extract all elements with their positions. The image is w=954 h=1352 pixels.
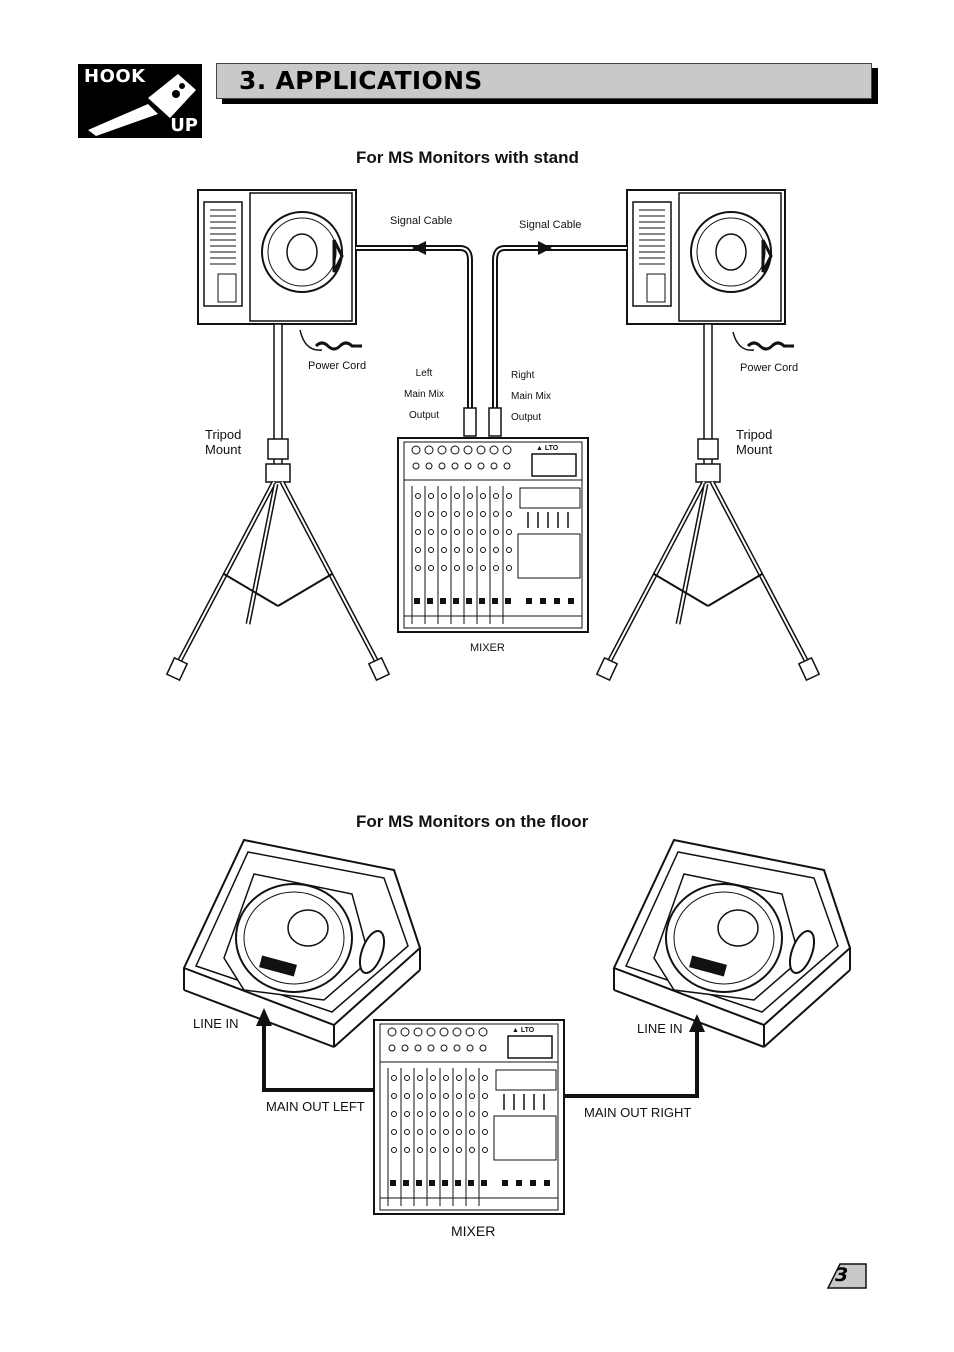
page-title: 3. APPLICATIONS — [239, 66, 483, 95]
speaker-right-floor — [614, 840, 850, 1047]
label-power-cord-right: Power Cord — [740, 362, 799, 374]
page-number: 3 — [835, 1264, 849, 1286]
section-title-stand: For MS Monitors with stand — [356, 148, 579, 167]
label-mixer-floor: MIXER — [451, 1223, 496, 1239]
speaker-left-stand — [198, 190, 356, 324]
mixer-floor-section — [374, 1020, 564, 1214]
label-left-main-mix-output: Left Main Mix Output — [403, 368, 444, 421]
label-main-out-left: MAIN OUT LEFT — [266, 1099, 365, 1114]
label-signal-cable-right: Signal Cable — [519, 219, 582, 231]
speaker-right-stand — [627, 190, 785, 324]
tripod-left — [167, 324, 389, 680]
diagram-drawing: ▲ LTO — [0, 0, 954, 1352]
section-title-floor: For MS Monitors on the floor — [356, 812, 589, 831]
label-main-out-right: MAIN OUT RIGHT — [584, 1105, 692, 1120]
label-mixer-stand: MIXER — [470, 642, 505, 654]
tripod-right — [597, 324, 819, 680]
label-line-in-right: LINE IN — [637, 1021, 683, 1036]
logo-text-hook: HOOK — [84, 66, 146, 87]
label-right-main-mix-output: Right Main Mix Output — [511, 370, 552, 423]
label-tripod-right: Tripod Mount — [736, 427, 773, 457]
label-power-cord-left: Power Cord — [308, 360, 367, 372]
logo-text-up: UP — [170, 115, 198, 136]
label-tripod-left: Tripod Mount — [205, 427, 242, 457]
mixer-stand-section — [398, 438, 588, 632]
label-signal-cable-left: Signal Cable — [390, 215, 453, 227]
label-line-in-left: LINE IN — [193, 1016, 239, 1031]
